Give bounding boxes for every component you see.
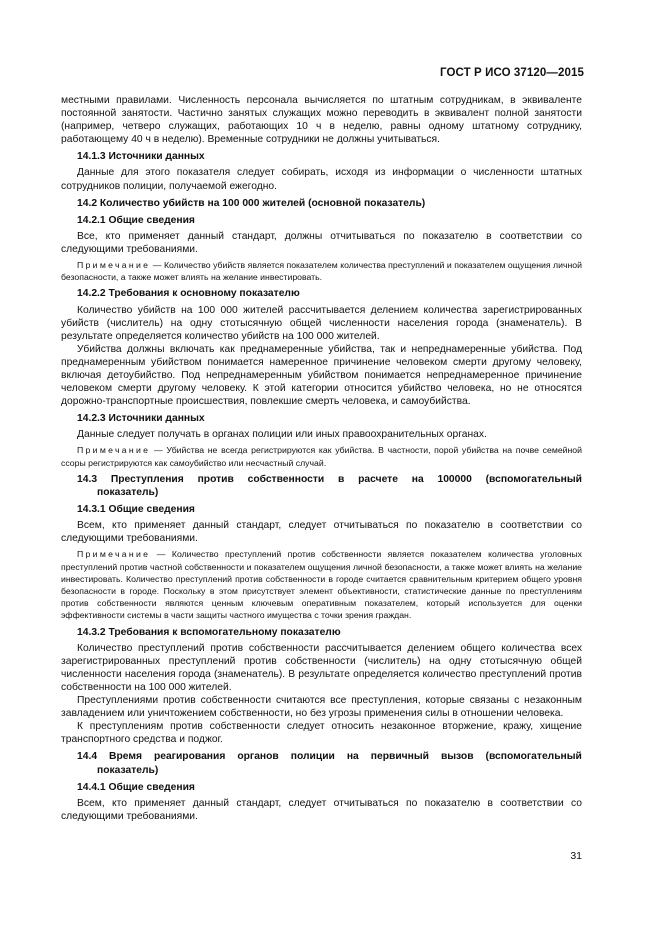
section-heading: 14.3.1 Общие сведения [77, 504, 195, 516]
heading-word: расчете [358, 473, 398, 485]
paragraph: Все, кто применяет данный стандарт, должны отчитываться по показателю в соответствии со следующими требованиями. [61, 230, 582, 255]
note-label: Примечание [77, 549, 151, 560]
heading-word: собственности [247, 473, 325, 485]
document-header: ГОСТ Р ИСО 37120—2015 [439, 67, 584, 79]
note-text: — Количество преступлений против собственности является показателем количества уголовных преступлений против частной собственности и показателем ощущения личной безопасности, а также может влиять на желание инвестировать. Количество преступлений против собственности в городе считается сравнительным критерием общего уровня безопасности в городе. Поскольку в этом присутствует элемент объективности, статистические данные по преступлениям против собственности являются ценным ключевым оперативным показателем, который используется для оценки эффективности системы в части защиты частного имущества с точки зрения граждан. [61, 549, 582, 621]
heading-word: полиции [290, 751, 335, 763]
paragraph: Всем, кто применяет данный стандарт, следует отчитываться по показателю в соответствии со следующими требованиями. [61, 797, 582, 822]
heading-word: на [346, 751, 359, 763]
heading-word: 14.4 [77, 751, 98, 763]
section-heading: 14.1.3 Источники данных [77, 151, 205, 163]
note-label: Примечание [77, 260, 151, 271]
heading-line: показатель) [97, 486, 159, 498]
note [61, 444, 582, 468]
paragraph: Убийства должны включать как преднамеренные убийства, так и непреднамеренные убийства. Под преднамеренным убийством понимается намеренное причинение человеком смерти другому человеку, включая детоубийство. Под непреднамеренным убийством понимается непреднамеренное причинение человеком смерти другому человеку. К этой категории относится убийство человека, но не относятся дорожно-транспортные происшествия, повлекшие смерть человека, и самоубийства. [61, 343, 582, 408]
paragraph: Количество преступлений против собственности рассчитывается делением общего количества всех зарегистрированных преступлений против собственности (числитель) на одну стотысячную общей численности населения города (знаменатель). В результате определяется количество преступлений против собственности на 100 000 жителей. [61, 642, 582, 693]
section-heading [61, 750, 582, 776]
heading-word: вызов [440, 751, 474, 763]
heading-word: Время [109, 751, 142, 763]
paragraph: Преступлениями против собственности считаются все преступления, которые связаны с незаконным завладением или уничтожением собственности, но без угрозы применения силы в отношении человека. [61, 695, 582, 720]
heading-word: на [411, 473, 424, 485]
section-heading: 14.2.3 Источники данных [77, 413, 205, 425]
heading-word: (вспомогательный [485, 751, 582, 763]
heading-line [77, 750, 582, 763]
heading-line: показатель) [97, 764, 159, 776]
note-text: — Убийства не всегда регистрируются как убийства. В частности, порой убийства на почве семейной ссоры регистрируются как самоубийство или несчастный случай. [61, 445, 582, 468]
heading-word: против [197, 473, 234, 485]
note [61, 259, 582, 283]
heading-word: 14.3 [77, 473, 98, 485]
paragraph: Данные следует получать в органах полиции или иных правоохранительных органах. [77, 429, 487, 441]
paragraph: местными правилами. Численность персонала вычисляется по штатным сотрудникам, в эквиваленте постоянной занятости. Частично занятых служащих можно переводить в эквивалент полной занятости (например, четверо служащих, работающих 10 ч в неделю, равны одному штатному сотруднику, работающему 40 ч в неделю). Временные сотрудники не должны учитываться. [61, 95, 582, 146]
note-label: Примечание [77, 445, 151, 456]
page-number: 31 [570, 850, 582, 862]
heading-word: (вспомогательный [485, 473, 582, 485]
section-heading: 14.2.2 Требования к основному показателю [77, 288, 300, 300]
note [61, 548, 582, 621]
section-heading: 14.2 Количество убийств на 100 000 жителей (основной показатель) [77, 197, 426, 209]
note-text: — Количество убийств является показателем количества преступлений и показателем ощущения личной безопасности, а также может влиять на желание инвестировать. [61, 260, 582, 283]
paragraph: К преступлениям против собственности следует относить незаконное вторжение, кражу, хищение транспортного средства и поджог. [61, 721, 582, 746]
heading-word: в [338, 473, 345, 485]
heading-line [77, 473, 582, 486]
paragraph: Всем, кто применяет данный стандарт, следует отчитываться по показателю в соответствии со следующими требованиями. [61, 520, 582, 545]
paragraph: Данные для этого показателя следует собирать, исходя из информации о численности штатных сотрудников полиции, получаемой ежегодно. [61, 167, 582, 192]
section-heading: 14.2.1 Общие сведения [77, 214, 195, 226]
document-body [61, 94, 582, 823]
heading-word: Преступления [110, 473, 184, 485]
section-heading: 14.4.1 Общие сведения [77, 781, 195, 793]
section-heading: 14.3.2 Требования к вспомогательному показателю [77, 626, 341, 638]
heading-word: 100000 [437, 473, 472, 485]
section-heading [61, 473, 582, 499]
paragraph: Количество убийств на 100 000 жителей рассчитывается делением количества зарегистрированных убийств (числитель) на одну стотысячную общей численности населения города (знаменатель). В результате определяется количество убийств на 100 000 жителей. [61, 304, 582, 342]
heading-word: первичный [370, 751, 429, 763]
heading-word: органов [237, 751, 279, 763]
heading-word: реагирования [153, 751, 226, 763]
